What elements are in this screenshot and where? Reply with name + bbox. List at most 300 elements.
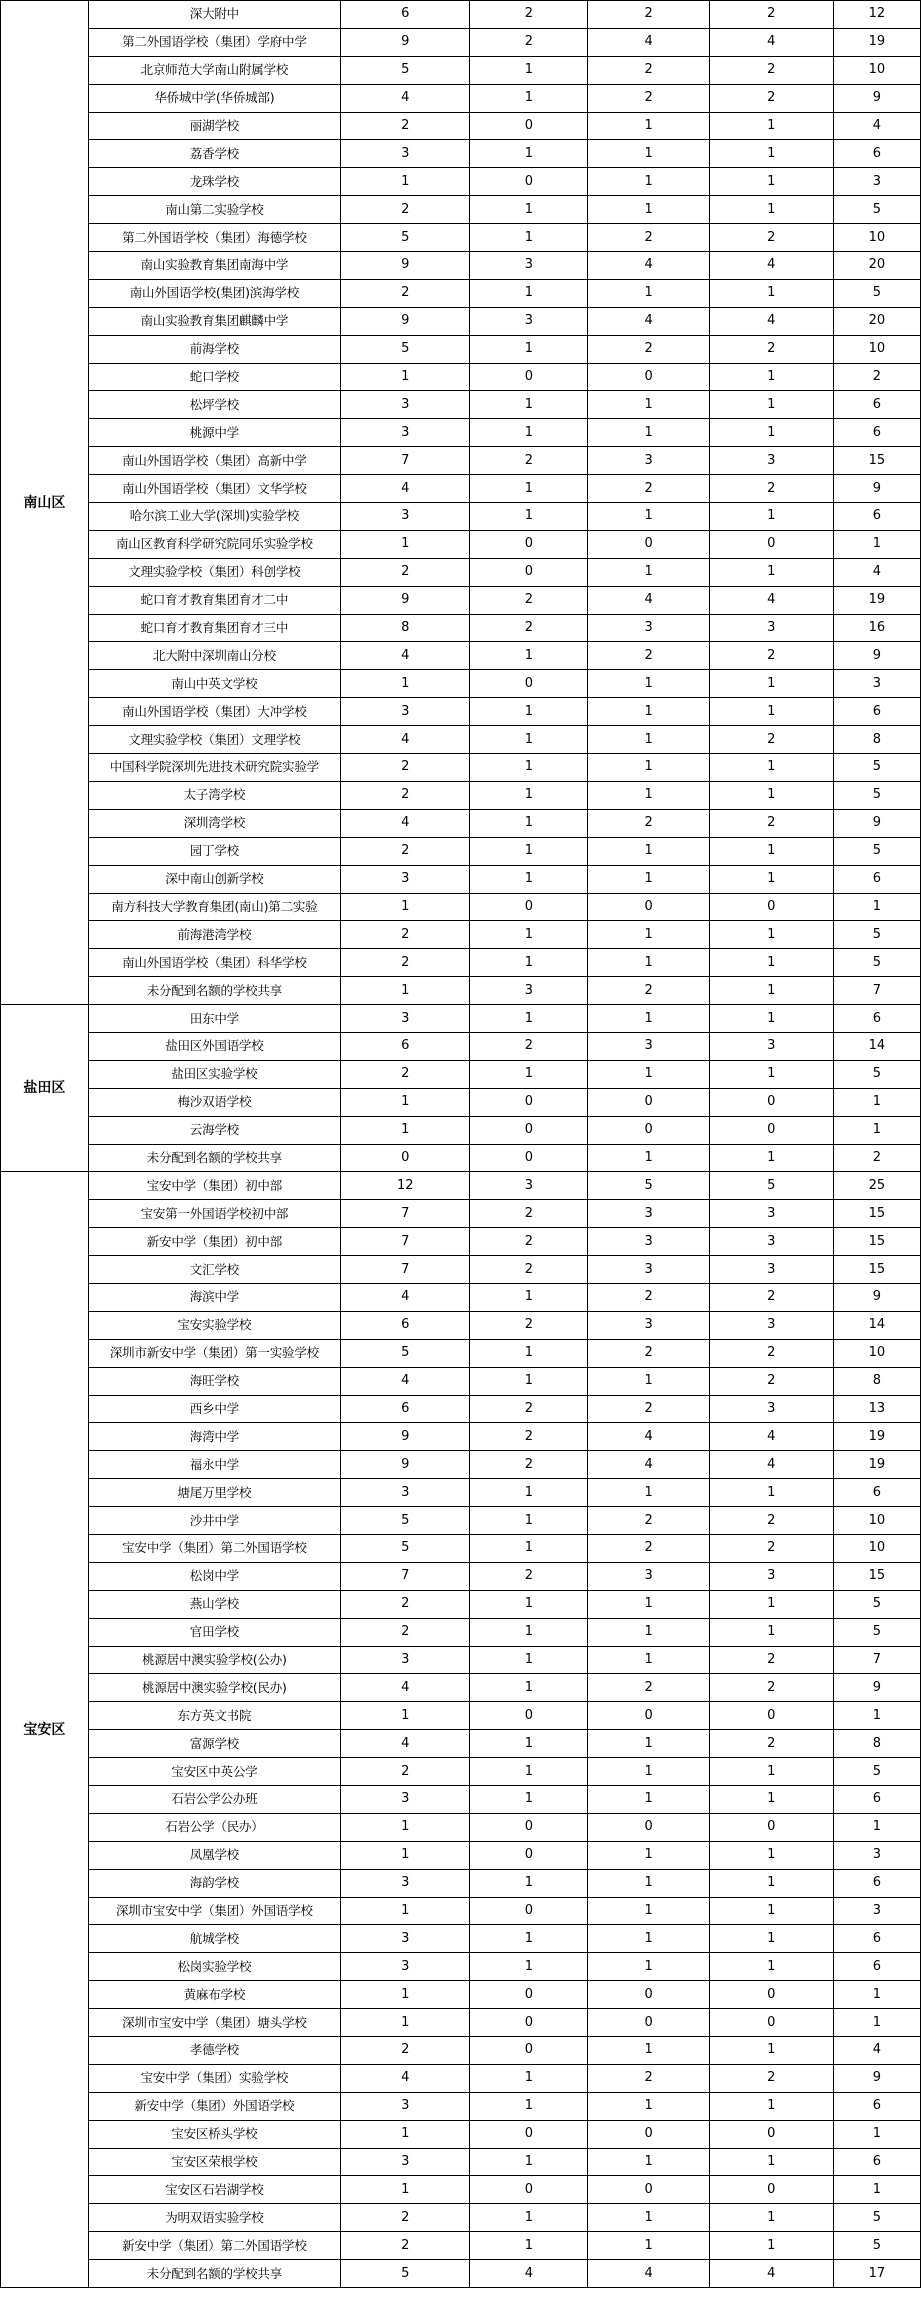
school-name-cell: 宝安中学（集团）初中部 <box>88 1172 340 1200</box>
school-name-cell: 海湾中学 <box>88 1423 340 1451</box>
quota-value-cell: 1 <box>833 1088 920 1116</box>
school-name-cell: 深大附中 <box>88 1 340 29</box>
table-row <box>1 809 921 837</box>
school-name-cell: 新安中学（集团）第二外国语学校 <box>88 2232 340 2260</box>
quota-value-cell: 3 <box>341 391 470 419</box>
quota-value-cell: 2 <box>709 84 833 112</box>
quota-value-cell: 0 <box>588 2009 709 2037</box>
table-row <box>1 335 921 363</box>
quota-value-cell: 2 <box>588 642 709 670</box>
table-row <box>1 1283 921 1311</box>
quota-value-cell: 1 <box>341 670 470 698</box>
quota-value-cell: 10 <box>833 1339 920 1367</box>
quota-value-cell: 1 <box>709 1060 833 1088</box>
quota-value-cell: 1 <box>341 363 470 391</box>
quota-value-cell: 9 <box>833 2064 920 2092</box>
quota-value-cell: 1 <box>341 1841 470 1869</box>
quota-value-cell: 0 <box>709 1813 833 1841</box>
quota-value-cell: 4 <box>709 28 833 56</box>
school-name-cell: 宝安区中英公学 <box>88 1758 340 1786</box>
table-row <box>1 2148 921 2176</box>
school-name-cell: 石岩公学公办班 <box>88 1786 340 1814</box>
quota-value-cell: 1 <box>588 140 709 168</box>
table-row <box>1 726 921 754</box>
table-row <box>1 1200 921 1228</box>
quota-value-cell: 3 <box>341 1786 470 1814</box>
quota-value-cell: 5 <box>833 279 920 307</box>
quota-value-cell: 15 <box>833 1256 920 1284</box>
quota-value-cell: 0 <box>709 1981 833 2009</box>
quota-value-cell: 8 <box>833 1730 920 1758</box>
quota-value-cell: 1 <box>470 391 588 419</box>
quota-value-cell: 2 <box>588 809 709 837</box>
quota-value-cell: 3 <box>709 1200 833 1228</box>
quota-value-cell: 3 <box>341 2092 470 2120</box>
school-name-cell: 桃源居中澳实验学校(公办) <box>88 1646 340 1674</box>
quota-value-cell: 19 <box>833 586 920 614</box>
table-row <box>1 2037 921 2065</box>
quota-value-cell: 1 <box>588 1618 709 1646</box>
quota-value-cell: 3 <box>833 1841 920 1869</box>
quota-value-cell: 1 <box>709 2232 833 2260</box>
quota-value-cell: 2 <box>709 1 833 29</box>
table-row <box>1 893 921 921</box>
school-name-cell: 南山外国语学校（集团）科华学校 <box>88 949 340 977</box>
quota-value-cell: 10 <box>833 1534 920 1562</box>
quota-value-cell: 1 <box>709 391 833 419</box>
quota-value-cell: 4 <box>833 558 920 586</box>
table-row <box>1 1256 921 1284</box>
quota-value-cell: 1 <box>588 1953 709 1981</box>
quota-value-cell: 1 <box>341 530 470 558</box>
quota-value-cell: 1 <box>588 558 709 586</box>
quota-value-cell: 9 <box>341 1451 470 1479</box>
quota-value-cell: 16 <box>833 614 920 642</box>
quota-value-cell: 9 <box>833 475 920 503</box>
school-name-cell: 沙井中学 <box>88 1507 340 1535</box>
quota-value-cell: 1 <box>709 1758 833 1786</box>
quota-value-cell: 2 <box>341 921 470 949</box>
table-row <box>1 1088 921 1116</box>
quota-value-cell: 1 <box>588 279 709 307</box>
table-row <box>1 1841 921 1869</box>
quota-value-cell: 2 <box>341 781 470 809</box>
quota-value-cell: 1 <box>588 1758 709 1786</box>
quota-value-cell: 7 <box>341 1200 470 1228</box>
quota-value-cell: 5 <box>833 196 920 224</box>
quota-value-cell: 1 <box>709 1786 833 1814</box>
quota-value-cell: 1 <box>470 140 588 168</box>
quota-value-cell: 1 <box>709 754 833 782</box>
quota-value-cell: 10 <box>833 224 920 252</box>
quota-value-cell: 1 <box>588 1144 709 1172</box>
quota-value-cell: 1 <box>588 503 709 531</box>
quota-value-cell: 0 <box>470 893 588 921</box>
quota-value-cell: 3 <box>588 614 709 642</box>
quota-value-cell: 7 <box>833 977 920 1005</box>
quota-value-cell: 3 <box>588 1032 709 1060</box>
quota-value-cell: 2 <box>588 1674 709 1702</box>
school-name-cell: 新安中学（集团）外国语学校 <box>88 2092 340 2120</box>
quota-value-cell: 2 <box>709 1507 833 1535</box>
quota-value-cell: 6 <box>833 698 920 726</box>
quota-value-cell: 3 <box>341 865 470 893</box>
quota-value-cell: 1 <box>833 893 920 921</box>
quota-value-cell: 1 <box>709 363 833 391</box>
quota-value-cell: 1 <box>470 1060 588 1088</box>
quota-value-cell: 4 <box>588 2260 709 2288</box>
quota-value-cell: 6 <box>833 1005 920 1033</box>
quota-value-cell: 1 <box>470 949 588 977</box>
quota-value-cell: 0 <box>709 1116 833 1144</box>
quota-value-cell: 5 <box>341 2260 470 2288</box>
quota-value-cell: 1 <box>833 1813 920 1841</box>
table-row <box>1 530 921 558</box>
quota-value-cell: 4 <box>341 84 470 112</box>
table-row <box>1 2204 921 2232</box>
quota-value-cell: 19 <box>833 28 920 56</box>
quota-value-cell: 3 <box>588 1228 709 1256</box>
quota-value-cell: 10 <box>833 56 920 84</box>
quota-value-cell: 9 <box>341 28 470 56</box>
table-row <box>1 1981 921 2009</box>
table-row <box>1 28 921 56</box>
quota-value-cell: 8 <box>833 726 920 754</box>
quota-value-cell: 1 <box>709 2148 833 2176</box>
school-name-cell: 深中南山创新学校 <box>88 865 340 893</box>
quota-value-cell: 1 <box>709 1953 833 1981</box>
quota-value-cell: 5 <box>341 1534 470 1562</box>
quota-value-cell: 2 <box>470 1200 588 1228</box>
quota-value-cell: 9 <box>341 586 470 614</box>
quota-value-cell: 6 <box>833 1925 920 1953</box>
quota-value-cell: 1 <box>470 1283 588 1311</box>
quota-value-cell: 1 <box>470 84 588 112</box>
district-cell: 盐田区 <box>1 1005 89 1172</box>
quota-value-cell: 7 <box>341 1256 470 1284</box>
quota-value-cell: 20 <box>833 252 920 280</box>
quota-value-cell: 1 <box>709 279 833 307</box>
quota-value-cell: 3 <box>588 1256 709 1284</box>
quota-value-cell: 2 <box>470 1423 588 1451</box>
quota-value-cell: 1 <box>709 1005 833 1033</box>
quota-value-cell: 13 <box>833 1395 920 1423</box>
quota-value-cell: 2 <box>341 2232 470 2260</box>
quota-value-cell: 1 <box>709 1925 833 1953</box>
quota-value-cell: 1 <box>709 1841 833 1869</box>
quota-value-cell: 3 <box>833 670 920 698</box>
school-name-cell: 桃源中学 <box>88 419 340 447</box>
quota-value-cell: 1 <box>709 1897 833 1925</box>
quota-value-cell: 1 <box>341 2009 470 2037</box>
quota-value-cell: 0 <box>709 2176 833 2204</box>
quota-value-cell: 1 <box>470 921 588 949</box>
quota-value-cell: 1 <box>588 1841 709 1869</box>
school-name-cell: 云海学校 <box>88 1116 340 1144</box>
quota-value-cell: 2 <box>341 2204 470 2232</box>
quota-value-cell: 2 <box>588 224 709 252</box>
quota-value-cell: 6 <box>341 1 470 29</box>
quota-value-cell: 1 <box>833 1702 920 1730</box>
quota-value-cell: 6 <box>833 2092 920 2120</box>
quota-value-cell: 2 <box>709 475 833 503</box>
quota-value-cell: 15 <box>833 1228 920 1256</box>
quota-value-cell: 1 <box>470 1925 588 1953</box>
table-row <box>1 1786 921 1814</box>
quota-value-cell: 1 <box>709 2204 833 2232</box>
quota-value-cell: 14 <box>833 1032 920 1060</box>
quota-value-cell: 0 <box>470 168 588 196</box>
quota-value-cell: 1 <box>709 558 833 586</box>
quota-value-cell: 5 <box>833 1618 920 1646</box>
quota-value-cell: 8 <box>833 1367 920 1395</box>
table-row <box>1 140 921 168</box>
table-row <box>1 2009 921 2037</box>
school-name-cell: 西乡中学 <box>88 1395 340 1423</box>
quota-value-cell: 1 <box>833 2176 920 2204</box>
school-name-cell: 北京师范大学南山附属学校 <box>88 56 340 84</box>
quota-value-cell: 5 <box>833 754 920 782</box>
school-name-cell: 深圳市宝安中学（集团）外国语学校 <box>88 1897 340 1925</box>
quota-value-cell: 5 <box>833 921 920 949</box>
quota-value-cell: 4 <box>341 1730 470 1758</box>
quota-value-cell: 1 <box>470 781 588 809</box>
quota-value-cell: 3 <box>709 1395 833 1423</box>
quota-value-cell: 4 <box>341 809 470 837</box>
quota-value-cell: 1 <box>470 2092 588 2120</box>
table-row <box>1 1423 921 1451</box>
table-row <box>1 1925 921 1953</box>
quota-value-cell: 2 <box>470 1562 588 1590</box>
quota-value-cell: 1 <box>470 1646 588 1674</box>
quota-value-cell: 4 <box>341 1674 470 1702</box>
quota-value-cell: 3 <box>709 447 833 475</box>
quota-value-cell: 0 <box>470 1088 588 1116</box>
quota-value-cell: 2 <box>588 1 709 29</box>
quota-value-cell: 1 <box>341 893 470 921</box>
quota-value-cell: 3 <box>341 503 470 531</box>
school-name-cell: 宝安区荣根学校 <box>88 2148 340 2176</box>
quota-value-cell: 1 <box>588 781 709 809</box>
table-row <box>1 252 921 280</box>
quota-value-cell: 4 <box>709 1451 833 1479</box>
quota-value-cell: 3 <box>341 1953 470 1981</box>
quota-value-cell: 2 <box>833 363 920 391</box>
quota-value-cell: 6 <box>833 1479 920 1507</box>
quota-value-cell: 1 <box>470 754 588 782</box>
quota-value-cell: 2 <box>341 2037 470 2065</box>
quota-value-cell: 2 <box>588 2064 709 2092</box>
quota-value-cell: 3 <box>833 1897 920 1925</box>
school-name-cell: 深圳湾学校 <box>88 809 340 837</box>
table-row <box>1 2120 921 2148</box>
table-row <box>1 1953 921 1981</box>
quota-value-cell: 1 <box>709 977 833 1005</box>
quota-value-cell: 1 <box>709 781 833 809</box>
table-row <box>1 1758 921 1786</box>
quota-value-cell: 0 <box>470 363 588 391</box>
quota-value-cell: 1 <box>588 391 709 419</box>
table-row <box>1 2092 921 2120</box>
quota-value-cell: 2 <box>709 224 833 252</box>
quota-value-cell: 0 <box>470 670 588 698</box>
table-row <box>1 670 921 698</box>
table-row <box>1 2260 921 2288</box>
quota-value-cell: 4 <box>341 1283 470 1311</box>
quota-value-cell: 4 <box>588 1423 709 1451</box>
quota-value-cell: 2 <box>709 56 833 84</box>
table-row <box>1 168 921 196</box>
table-row <box>1 1507 921 1535</box>
quota-value-cell: 2 <box>709 1534 833 1562</box>
quota-value-cell: 3 <box>588 447 709 475</box>
quota-value-cell: 4 <box>341 2064 470 2092</box>
quota-value-cell: 2 <box>341 1618 470 1646</box>
school-name-cell: 南山实验教育集团麒麟中学 <box>88 307 340 335</box>
school-name-cell: 丽湖学校 <box>88 112 340 140</box>
school-name-cell: 中国科学院深圳先进技术研究院实验学 <box>88 754 340 782</box>
quota-value-cell: 1 <box>470 2064 588 2092</box>
quota-value-cell: 1 <box>470 698 588 726</box>
quota-value-cell: 1 <box>709 2092 833 2120</box>
quota-value-cell: 1 <box>341 977 470 1005</box>
quota-value-cell: 1 <box>470 726 588 754</box>
school-name-cell: 宝安中学（集团）第二外国语学校 <box>88 1534 340 1562</box>
quota-value-cell: 15 <box>833 1200 920 1228</box>
quota-value-cell: 0 <box>470 2009 588 2037</box>
quota-value-cell: 1 <box>709 2037 833 2065</box>
table-row <box>1 1730 921 1758</box>
quota-value-cell: 3 <box>341 1869 470 1897</box>
quota-value-cell: 1 <box>588 670 709 698</box>
quota-value-cell: 1 <box>341 168 470 196</box>
quota-value-cell: 1 <box>709 921 833 949</box>
quota-value-cell: 10 <box>833 1507 920 1535</box>
quota-value-cell: 3 <box>341 1005 470 1033</box>
table-row <box>1 1702 921 1730</box>
school-name-cell: 华侨城中学(华侨城部) <box>88 84 340 112</box>
quota-value-cell: 0 <box>470 1813 588 1841</box>
quota-value-cell: 4 <box>709 1423 833 1451</box>
quota-value-cell: 1 <box>470 1674 588 1702</box>
quota-value-cell: 9 <box>833 1283 920 1311</box>
quota-value-cell: 1 <box>588 1897 709 1925</box>
quota-value-cell: 3 <box>709 1032 833 1060</box>
school-name-cell: 为明双语实验学校 <box>88 2204 340 2232</box>
school-name-cell: 海滨中学 <box>88 1283 340 1311</box>
quota-value-cell: 0 <box>470 1897 588 1925</box>
quota-value-cell: 1 <box>709 112 833 140</box>
quota-value-cell: 1 <box>709 865 833 893</box>
quota-value-cell: 3 <box>833 168 920 196</box>
quota-value-cell: 1 <box>470 1507 588 1535</box>
quota-value-cell: 2 <box>470 447 588 475</box>
quota-value-cell: 2 <box>588 1339 709 1367</box>
quota-value-cell: 1 <box>470 1953 588 1981</box>
quota-value-cell: 1 <box>588 1005 709 1033</box>
quota-value-cell: 6 <box>341 1311 470 1339</box>
quota-value-cell: 2 <box>588 1507 709 1535</box>
table-row <box>1 1869 921 1897</box>
table-row <box>1 837 921 865</box>
school-name-cell: 富源学校 <box>88 1730 340 1758</box>
school-name-cell: 航城学校 <box>88 1925 340 1953</box>
quota-value-cell: 5 <box>341 56 470 84</box>
school-name-cell: 南山区教育科学研究院同乐实验学校 <box>88 530 340 558</box>
quota-value-cell: 2 <box>709 1646 833 1674</box>
quota-value-cell: 9 <box>833 84 920 112</box>
quota-value-cell: 5 <box>833 1590 920 1618</box>
quota-value-cell: 14 <box>833 1311 920 1339</box>
table-row <box>1 1116 921 1144</box>
quota-value-cell: 1 <box>709 1869 833 1897</box>
table-row <box>1 1618 921 1646</box>
school-name-cell: 未分配到名额的学校共享 <box>88 1144 340 1172</box>
table-row <box>1 1144 921 1172</box>
quota-value-cell: 1 <box>588 2092 709 2120</box>
quota-value-cell: 1 <box>709 1590 833 1618</box>
quota-value-cell: 4 <box>341 642 470 670</box>
quota-value-cell: 1 <box>470 1786 588 1814</box>
quota-value-cell: 3 <box>341 698 470 726</box>
quota-value-cell: 0 <box>470 2037 588 2065</box>
quota-value-cell: 1 <box>470 1758 588 1786</box>
table-row <box>1 558 921 586</box>
quota-value-cell: 6 <box>833 865 920 893</box>
quota-value-cell: 1 <box>588 2037 709 2065</box>
school-name-cell: 宝安中学（集团）实验学校 <box>88 2064 340 2092</box>
quota-value-cell: 1 <box>588 168 709 196</box>
quota-value-cell: 1 <box>341 1116 470 1144</box>
school-name-cell: 石岩公学（民办） <box>88 1813 340 1841</box>
table-row <box>1 1395 921 1423</box>
quota-value-cell: 0 <box>470 112 588 140</box>
quota-value-cell: 2 <box>341 196 470 224</box>
school-name-cell: 蛇口学校 <box>88 363 340 391</box>
quota-value-cell: 2 <box>709 1339 833 1367</box>
quota-value-cell: 1 <box>588 1730 709 1758</box>
quota-value-cell: 3 <box>709 614 833 642</box>
table-row <box>1 1813 921 1841</box>
quota-value-cell: 25 <box>833 1172 920 1200</box>
quota-value-cell: 1 <box>470 335 588 363</box>
school-name-cell: 深圳市宝安中学（集团）塘头学校 <box>88 2009 340 2037</box>
quota-value-cell: 0 <box>470 530 588 558</box>
quota-value-cell: 0 <box>588 893 709 921</box>
quota-value-cell: 1 <box>588 1479 709 1507</box>
quota-value-cell: 1 <box>588 1646 709 1674</box>
quota-value-cell: 1 <box>470 1730 588 1758</box>
quota-value-cell: 0 <box>470 1841 588 1869</box>
table-row <box>1 1534 921 1562</box>
district-cell: 南山区 <box>1 1 89 1005</box>
quota-value-cell: 5 <box>709 1172 833 1200</box>
table-row <box>1 363 921 391</box>
quota-value-cell: 1 <box>470 2204 588 2232</box>
quota-value-cell: 0 <box>470 2176 588 2204</box>
table-row <box>1 112 921 140</box>
quota-value-cell: 1 <box>709 1618 833 1646</box>
school-name-cell: 南山中英文学校 <box>88 670 340 698</box>
quota-value-cell: 2 <box>588 1283 709 1311</box>
quota-value-cell: 5 <box>341 224 470 252</box>
table-row <box>1 1367 921 1395</box>
quota-value-cell: 4 <box>709 307 833 335</box>
quota-value-cell: 0 <box>470 1981 588 2009</box>
school-name-cell: 松岗中学 <box>88 1562 340 1590</box>
quota-value-cell: 2 <box>588 84 709 112</box>
quota-value-cell: 1 <box>588 865 709 893</box>
